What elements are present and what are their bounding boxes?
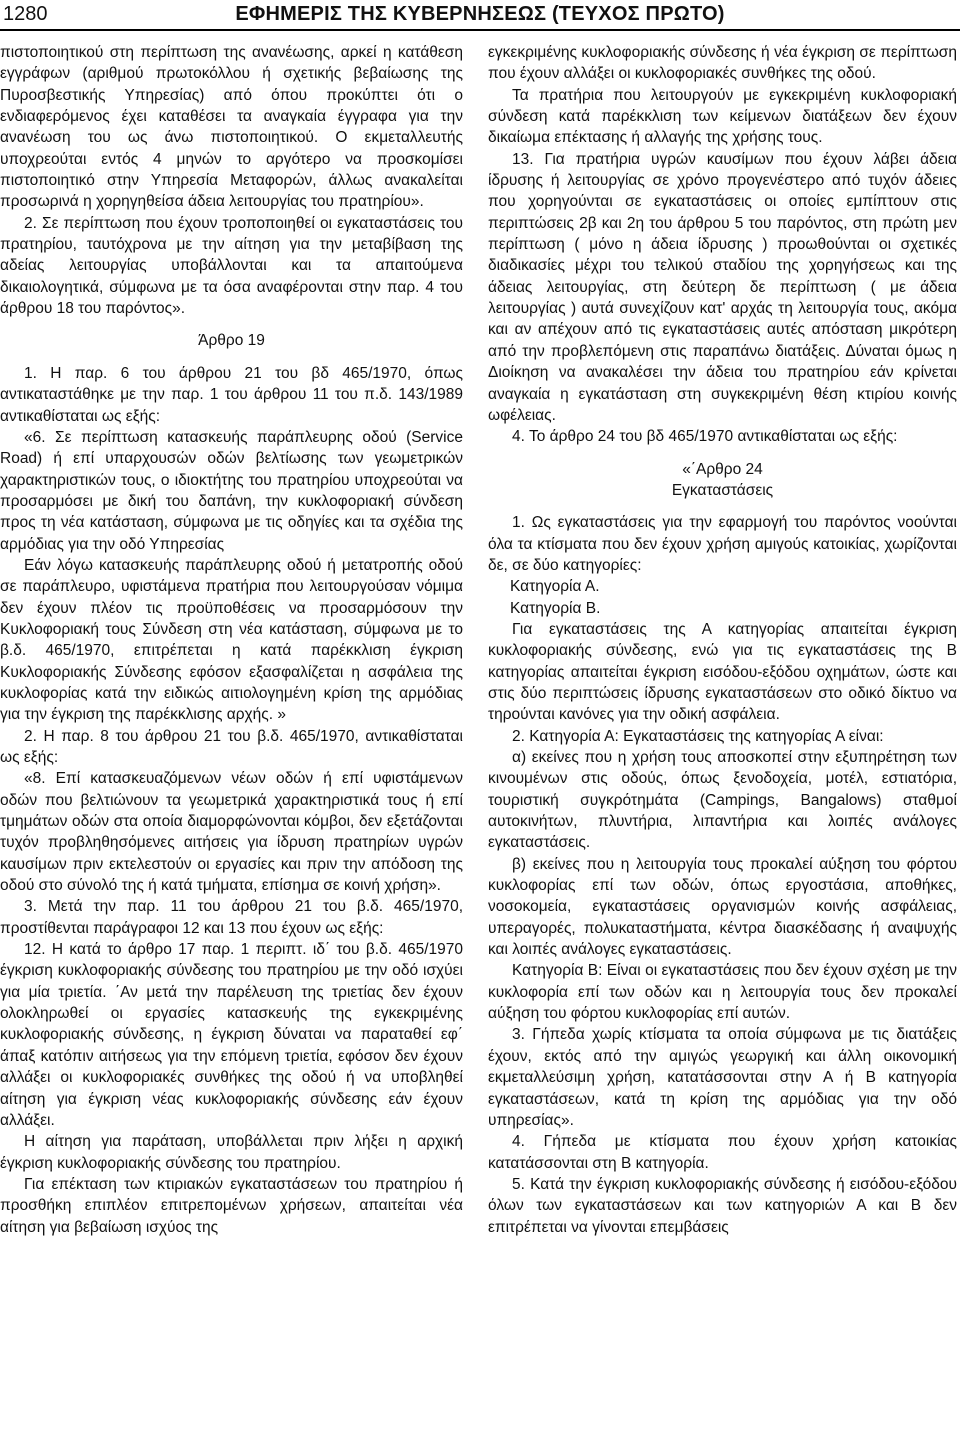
paragraph: Για επέκταση των κτιριακών εγκαταστάσεων του πρατηρίου ή προσθήκη επιπλέον επιτρεπομένων χρήσεων, απαιτείται νέα αίτηση για βεβαίωση ισχύος της: [0, 1175, 463, 1236]
paragraph: 1. Η παρ. 6 του άρθρου 21 του βδ 465/1970, όπως αντικαταστάθηκε με την παρ. 1 του άρθρου 11 του π.δ. 143/1989 αντικαθίσταται ως εξής:: [0, 364, 463, 425]
paragraph: 2. Σε περίπτωση που έχουν τροποποιηθεί οι εγκαταστάσεις του πρατηρίου, ταυτόχρονα με την αίτηση για την μεταβίβαση της αδείας λειτουργίας υποβάλλονται και τα απαιτούμενα δικαιολογητικά, σύμφωνα με τα όσα αναφέρονται στην παρ. 4 του άρθρου 18 του παρόντος».: [0, 214, 463, 318]
paragraph: 2. Κατηγορία Α: Εγκαταστάσεις της κατηγορίας Α είναι:: [512, 727, 884, 745]
paragraph: 1. Ως εγκαταστάσεις για την εφαρμογή του παρόντος νοούνται όλα τα κτίσματα που δεν έχουν χρήση αμιγούς κατοικίας, χωρίζονται δε, σε δύο κατηγορίες:: [488, 514, 957, 574]
category-label: Κατηγορία Α.: [510, 578, 600, 596]
category-label: Κατηγορία Β.: [510, 599, 601, 617]
paragraph: 13. Για πρατήρια υγρών καυσίμων που έχουν λάβει άδεια ίδρυσης ή λειτουργίας σε χρόνο προγενέστερο από τυχόν άδειες που χορηγούνται σε εγκαταστάσεις οι οποίες εμπίπτουν στις περιπτώσεις 2β και 2η του άρθρου 5 του παρόντος, στη πρώτη μεν περίπτωση ( μόνο η άδεια ίδρυσης ) προωθούνται οι σχετικές διαδικασίες μέχρι του τελικού σταδίου της χορηγήσεως και της άδειας λειτουργίας, στη δεύτερη δε περίπτωση ( με άδεια λειτουργίας ) αυτά συνεχίζουν κατ' αρχάς τη λειτουργία τους, ακόμα και αν απέχουν από τις εγκαταστάσεις αυτές απόσταση μικρότερη από την προβλεπόμενη στις παραπάνω διατάξεις. Δύναται όμως η Διοίκηση να ανακαλέσει την άδεια του πρατηρίου εάν κρίνεται αναγκαία η εγκατάσταση στη συγκεκριμένη θέση κτιρίου κοινής ωφέλειας.: [488, 150, 957, 424]
paragraph: 5. Κατά την έγκριση κυκλοφοριακής σύνδεσης ή εισόδου-εξόδου όλων των εγκαταστάσεων και των κατηγοριών Α και Β δεν επιτρέπεται να γίνονται επεμβάσεις: [488, 1175, 957, 1236]
paragraph: 3. Μετά την παρ. 11 του άρθρου 21 του β.δ. 465/1970, προστίθενται παράγραφοι 12 και 13 που έχουν ως εξής:: [0, 898, 463, 937]
paragraph: 4. Γήπεδα με κτίσματα που έχουν χρήση κατοικίας κατατάσσονται στη Β κατηγορία.: [488, 1133, 957, 1172]
left-column: [0, 42, 463, 1238]
paragraph: Για εγκαταστάσεις της Α κατηγορίας απαιτείται έγκριση κυκλοφοριακής σύνδεσης, ενώ για τις εγκαταστάσεις της Β κατηγορίας απαιτείται έγκριση εισόδου-εξόδου οχημάτων, ώστε και στις δύο περιπτώσεις ίδρυσης εγκαταστάσεων στο οδικό δίκτυο να τηρούνται κανόνες για την οδική ασφάλεια.: [488, 620, 957, 724]
paragraph: «6. Σε περίπτωση κατασκευής παράπλευρης οδού (Service Road) ή επί υπαρχουσών οδών βελτίωσης των γεωμετρικών χαρακτηριστικών τους, ο ιδιοκτήτης του πρατηρίου υποχρεούται να προσαρμόσει με δική του δαπάνη, την κυκλοφοριακή σύνδεση προς τη νέα κατάσταση, σύμφωνα με τις οδηγίες και τα σχέδια της αρμόδιας για την οδό Υπηρεσίας: [0, 428, 463, 553]
right-column: [488, 42, 957, 1238]
paragraph: «8. Επί κατασκευαζόμενων νέων οδών ή επί υφιστάμενων οδών που βελτιώνουν τα γεωμετρικά χαρακτηριστικά τους ή επί τμημάτων οδών στα οποία διαμορφώνονται κόμβοι, δεν εξετάζονται τυχόν προβληθησόμενες αιτήσεις για ίδρυση πρατηρίων υγρών καυσίμων πριν εκτελεστούν οι εργασίες και πριν την απόδοση της οδού στο σύνολό της ή κατά τμήματα, επίσημα σε κοινή χρήση».: [0, 770, 463, 895]
page-number: 1280: [3, 3, 48, 25]
paragraph: Εάν λόγω κατασκευής παράπλευρης οδού ή μετατροπής οδού σε παράπλευρο, υφιστάμενα πρατήρια που λειτουργούσαν νόμιμα δεν έχουν πλέον τις προϋποθέσεις να προσαρμόσουν την Κυκλοφοριακή τους Σύνδεση στη νέα κατάσταση, σύμφωνα με το β.δ. 465/1970, επιτρέπεται η κατά παρέκκλιση έγκριση Κυκλοφοριακής Σύνδεσης εφόσον εξασφαλίζεται η ασφάλεια της κυκλοφορίας κατά την ειδικώς αιτιολογημένη κρίση της αρμόδιας για την έγκριση της παρέκκλισης αρχής. »: [0, 556, 463, 724]
page-header: [0, 0, 960, 30]
paragraph: 12. Η κατά το άρθρο 17 παρ. 1 περιπτ. ιδ΄ του β.δ. 465/1970 έγκριση κυκλοφοριακής σύνδεσης του πρατηρίου με την οδό ισχύει για μία τριετία. ΄Αν μετά την παρέλευση της τριετίας δεν έχουν ολοκληρωθεί οι εργασίες κατασκευής της εγκεκριμένης κυκλοφοριακής σύνδεσης, η έγκριση δύναται να παραταθεί εφ΄ άπαξ κατόπιν αιτήσεως για την επόμενη τριετία, εφόσον δεν έχουν αλλάξει οι κυκλοφοριακές συνθήκες της οδού ή να υποβληθεί αίτηση για έγκριση νέας κυκλοφοριακής σύνδεσης εάν έχουν αλλάξει.: [0, 941, 463, 1129]
paragraph: 4. Το άρθρο 24 του βδ 465/1970 αντικαθίσταται ως εξής:: [512, 428, 898, 446]
paragraph: Κατηγορία Β: Είναι οι εγκαταστάσεις που δεν έχουν σχέση με την κυκλοφορία επί των οδών και η λειτουργία τους δεν προκαλεί αύξηση του φόρτου κυκλοφορίας επί αυτών.: [488, 962, 957, 1023]
paragraph: α) εκείνες που η χρήση τους αποσκοπεί στην εξυπηρέτηση των κινουμένων στις οδούς, όπως ξενοδοχεία, μοτέλ, εστιατόρια, τουριστική συγκρότημάτα (Campings, Bangalows) σταθμοί αυτοκινήτων, πλυντήρια, λιπαντήρια και λοιπές ανάλογες εγκαταστάσεις.: [488, 749, 957, 852]
paragraph: Η αίτηση για παράταση, υποβάλλεται πριν λήξει η αρχική έγκριση κυκλοφοριακής σύνδεσης του πρατηρίου.: [0, 1133, 463, 1172]
article-heading: Άρθρο 19: [198, 332, 265, 350]
paragraph: εγκεκριμένης κυκλοφοριακής σύνδεσης ή νέα έγκριση σε περίπτωση που έχουν αλλάξει οι κυκλοφοριακές συνθήκες της οδού.: [488, 44, 957, 83]
paragraph: πιστοποιητικού στη περίπτωση της ανανέωσης, αρκεί η κατάθεση εγγράφων (αριθμού πρωτοκόλλου ή σχετικής βεβαίωσης της Πυροσβεστικής Υπηρεσίας) από όπου προκύπτει ότι ο ενδιαφερόμενος έχει καταθέσει τα αναγκαία έγγραφα για την ανανέωση του ως άνω πιστοποιητικού. Ο εκμεταλλευτής υποχρεούται εντός 4 μηνών το αργότερο να προσκομίσει πιστοποιητικό στην Υπηρεσία Μεταφορών, άλλως ανακαλείται προσωρινά η χορηγηθείσα άδεια λειτουργίας του πρατηρίου».: [0, 44, 463, 211]
header-rule: [0, 29, 960, 31]
paragraph: β) εκείνες που η λειτουργία τους προκαλεί αύξηση του φόρτου κυκλοφορίας επί των οδών, όπως εργοστάσια, αποθήκες, νοσοκομεία, εγκαταστάσεις οργανισμών κοινής ασφάλειας, υπεραγορές, πολυκαταστήματα, κέντρα διασκέδασης ή αναψυχής και λοιπές ανάλογες εγκαταστάσεις.: [488, 855, 957, 959]
journal-title: ΕΦΗΜΕΡΙΣ ΤΗΣ ΚΥΒΕΡΝΗΣΕΩΣ (ΤΕΥΧΟΣ ΠΡΩΤΟ): [235, 3, 725, 25]
article-subheading: Εγκαταστάσεις: [671, 481, 774, 499]
paragraph: 2. Η παρ. 8 του άρθρου 21 του β.δ. 465/1970, αντικαθίσταται ως εξής:: [0, 727, 463, 766]
paragraph: Τα πρατήρια που λειτουργούν με εγκεκριμένη κυκλοφοριακή σύνδεση κατά παρέκκλιση των κείμενων διατάξεων δεν έχουν δικαίωμα επέκτασης ή αλλαγής της χρήσης τους.: [488, 86, 957, 147]
article-heading: «΄Αρθρο 24: [682, 460, 763, 478]
paragraph: 3. Γήπεδα χωρίς κτίσματα τα οποία σύμφωνα με τις διατάξεις έχουν, εκτός από την αμιγώς γεωργική και άλλη οικονομική εκμεταλλεύσιμη χρήση, κατατάσσονται στην Α ή Β κατηγορία εγκαταστάσεων, κατά τη κρίση της αρμόδιας για την οδό υπηρεσίας».: [488, 1026, 957, 1129]
